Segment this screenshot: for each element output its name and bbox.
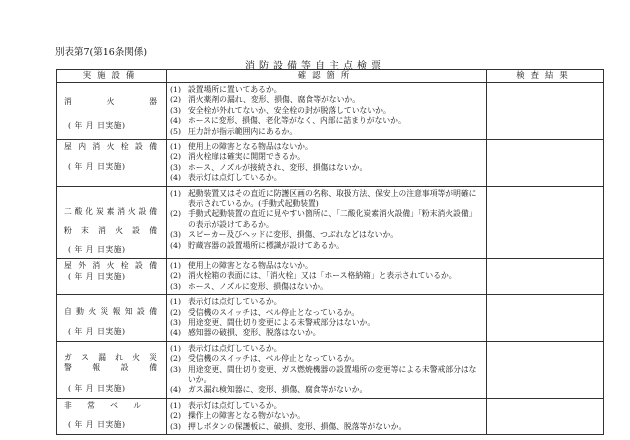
date-field[interactable]: ( 年 月 日実施) [68,383,126,393]
equipment-name: 粉末消火設備 [64,226,157,236]
result-cell[interactable] [487,341,604,398]
header-result: 検査結果 [487,70,604,83]
check-points-cell [167,398,487,434]
equipment-name: 屋外消火栓設備 [64,260,157,270]
check-points-cell [167,83,487,140]
check-item: (1) 表示灯は点灯しているか。 [170,343,282,353]
section-row-extinguisher [57,83,604,140]
section-row-gas-leak-alarm [57,341,604,398]
header-check-points: 確認箇所 [167,70,487,83]
section-row-outdoor-hydrant [57,258,604,294]
check-item: (4) 貯蔵容器の設置場所に標識が設けてあるか。 [170,240,344,250]
check-item: (3) ホース、ノズルに変形、損傷はないか。 [170,281,328,291]
check-item: (2) 受信機のスイッチは、ベル停止となっているか。 [170,307,360,317]
result-cell[interactable] [487,83,604,140]
inspection-table [56,69,604,435]
check-item: (4) 表示灯は点灯しているか。 [170,173,282,183]
equipment-cell [57,341,167,398]
check-item: (4) ガス漏れ検知器に、変形、損傷、腐食等がないか。 [170,385,368,395]
check-points-cell [167,186,487,258]
equipment-cell [57,258,167,294]
date-field[interactable]: ( 年 月 日実施) [68,162,126,172]
check-item: (1) 起動装置又はその直近に防護区画の名称、取扱方法、保安上の注意事項等が明確に表示されているか。(手動式起動装置) [170,188,477,209]
section-row-indoor-hydrant [57,140,604,187]
result-cell[interactable] [487,140,604,187]
check-item: (2) 消火栓箱の表面には、「消火栓」又は「ホース格納箱」と表示されているか。 [170,271,457,281]
equipment-name: 非常ベル [64,400,141,410]
check-item: (1) 使用上の障害となる物品はないか。 [170,260,313,270]
equipment-cell [57,186,167,258]
check-item: (3) 用途変更、間仕切り変更による未警戒部分はないか。 [170,317,376,327]
check-item: (1) 設置場所に置いてあるか。 [170,85,282,94]
equipment-name: 消火器 [64,97,157,106]
check-item: (3) ホース、ノズルが接続され、変形、損傷はないか。 [170,162,368,172]
result-cell[interactable] [487,295,604,342]
check-item: (3) 押しボタンの保護板に、破損、変形、損傷、脱落等がないか。 [170,421,407,431]
result-cell[interactable] [487,186,604,258]
equipment-name: 二酸化炭素消火設備 [64,206,157,216]
equipment-name: ガス漏れ火災 [64,352,157,362]
equipment-name: 屋内消火栓設備 [64,142,157,152]
equipment-cell [57,398,167,434]
form-reference: 別表第7(第16条関係) [55,47,148,58]
header-equipment: 実施設備 [57,70,167,83]
date-field[interactable]: ( 年 月 日実施) [68,326,126,336]
section-row-co2-powder [57,186,604,258]
date-field[interactable]: ( 年 月 日実施) [68,121,126,131]
equipment-name: 自動火災報知設備 [64,307,157,317]
date-field[interactable]: ( 年 月 日実施) [68,245,126,255]
page-title: 消防設備等自主点検票 [245,61,385,72]
equipment-name: 警報設備 [64,363,157,373]
check-points-cell [167,140,487,187]
check-item: (1) 使用上の障害となる物品はないか。 [170,142,313,152]
check-item: (4) ホースに変形、損傷、老化等がなく、内部に詰まりがないか。 [170,116,406,126]
check-points-cell [167,295,487,342]
equipment-cell [57,295,167,342]
check-item: (3) スピーカー及びヘッドに変形、損傷、つぶれなどはないか。 [170,230,399,240]
check-item: (1) 表示灯は点灯しているか。 [170,400,282,410]
check-item: (2) 受信機のスイッチは、ベル停止となっているか。 [170,354,360,364]
equipment-cell [57,83,167,140]
date-field[interactable]: ( 年 月 日実施) [68,272,126,282]
result-cell[interactable] [487,258,604,294]
equipment-cell [57,140,167,187]
section-row-emergency-bell [57,398,604,434]
section-row-fire-alarm [57,295,604,342]
result-cell[interactable] [487,398,604,434]
check-points-cell [167,258,487,294]
check-item: (3) 安全栓が外れてないか、安全栓の封が脱落していないか。 [170,105,391,115]
check-item: (5) 圧力計が指示範囲内にあるか。 [170,126,298,136]
check-points-cell [167,341,487,398]
check-item: (2) 消火薬剤の漏れ、変形、損傷、腐食等がないか。 [170,95,360,105]
table-header-row [57,70,604,83]
check-item: (4) 感知器の破損、変形、脱落はないか。 [170,328,321,338]
check-item: (2) 手動式起動装置の直近に見やすい箇所に、「二酸化炭素消火設備」「粉末消火設備」の表示が設けてあるか。 [170,209,477,229]
check-item: (1) 表示灯は点灯しているか。 [170,297,282,307]
check-item: (2) 消火栓扉は確実に開閉できるか。 [170,152,305,162]
date-field[interactable]: ( 年 月 日実施) [68,420,126,430]
check-item: (3) 用途変更、間仕切り変更、ガス燃焼機器の設置場所の変更等による未警戒部分はないか。 [170,364,477,384]
check-item: (2) 操作上の障害となる物がないか。 [170,411,305,421]
